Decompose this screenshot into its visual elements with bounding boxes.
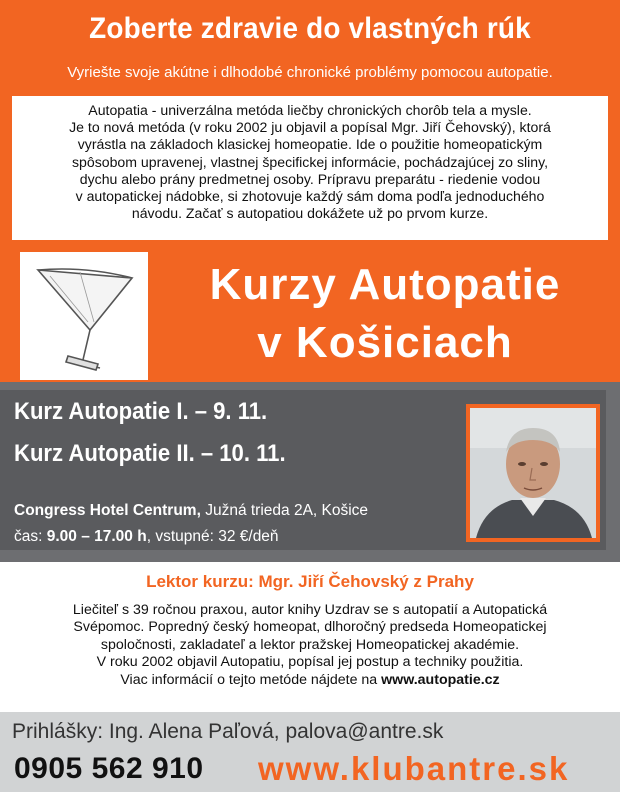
bio-line: V roku 2002 objavil Autopatiu, popísal jej postup a techniky použitia. [96, 654, 524, 671]
autopathy-vessel-icon [20, 252, 148, 380]
page-subtitle: Vyriešte svoje akútne i dlhodobé chronické problémy pomocou autopatie. [67, 64, 553, 81]
footer [0, 712, 620, 792]
course-2-date: Kurz Autopatie II. – 10. 11. [14, 440, 286, 467]
bio-line: Liečiteľ s 39 ročnou praxou, autor knihy Uzdrav se s autopatií a Autopatická [72, 602, 548, 618]
bio-line: spoločnosti, zakladateľ a lektor pražskej Homeopatickej akadémie. [100, 636, 520, 653]
intro-box [12, 96, 608, 240]
klubantre-link[interactable]: www.klubantre.sk [258, 750, 570, 787]
course-banner [0, 244, 620, 382]
lecturer-portrait [470, 408, 596, 538]
page-title: Zoberte zdravie do vlastných rúk [89, 12, 531, 45]
phone-number[interactable]: 0905 562 910 [14, 752, 204, 785]
intro-line: vyrástla na základoch klasickej homeopatie. Ide o použitie homeopatickým [77, 136, 543, 153]
autopatie-link[interactable]: www.autopatie.cz [381, 671, 500, 688]
venue [14, 502, 368, 520]
intro-line: dychu alebo prány predmetnej osoby. Prípravu preparátu - riedenie vodou [79, 170, 541, 187]
intro-line: v autopatickej nádobke, si zhotovuje každý sám doma podľa jednoduchého [75, 188, 545, 205]
time-label: čas: [14, 528, 47, 545]
intro-line: návodu. Začať s autopatiou dokážete už po prvom kurze. [131, 205, 489, 222]
venue-name: Congress Hotel Centrum, [14, 502, 201, 519]
lecturer-bio [0, 602, 620, 689]
intro-line: spôsobom upravenej, vlastnej špecifickej informácie, pochádzajúcej zo sliny, [71, 153, 549, 170]
course-info-band [0, 382, 620, 562]
venue-address: Južná trieda 2A, Košice [200, 502, 369, 519]
banner-title-line1: Kurzy Autopatie [209, 260, 561, 309]
intro-frame [0, 96, 620, 244]
time-and-fee [14, 528, 279, 546]
banner-title-line2: v Košiciach [257, 318, 513, 367]
intro-line: Je to nová metóda (v roku 2002 ju objavil a popísal Mgr. Jiří Čehovský), ktorá [69, 119, 551, 136]
time-value: 9.00 – 17.00 h [46, 528, 147, 545]
course-1-date: Kurz Autopatie I. – 9. 11. [14, 398, 268, 425]
lecturer-heading: Lektor kurzu: Mgr. Jiří Čehovský z Prahy [146, 572, 474, 591]
intro-text [12, 96, 608, 222]
fee: , vstupné: 32 €/deň [146, 528, 279, 545]
registration-contact[interactable]: Prihlášky: Ing. Alena Paľová, palova@antre.sk [12, 720, 444, 743]
intro-line: Autopatia - univerzálna metóda liečby chronických chorôb tela a mysle. [88, 102, 532, 118]
header-band [0, 0, 620, 96]
bio-line: Svépomoc. Popredný český homeopat, dlhoročný predseda Homeopatickej [73, 619, 547, 636]
more-info-text: Viac informácií o tejto metóde nájdete na [120, 671, 382, 688]
